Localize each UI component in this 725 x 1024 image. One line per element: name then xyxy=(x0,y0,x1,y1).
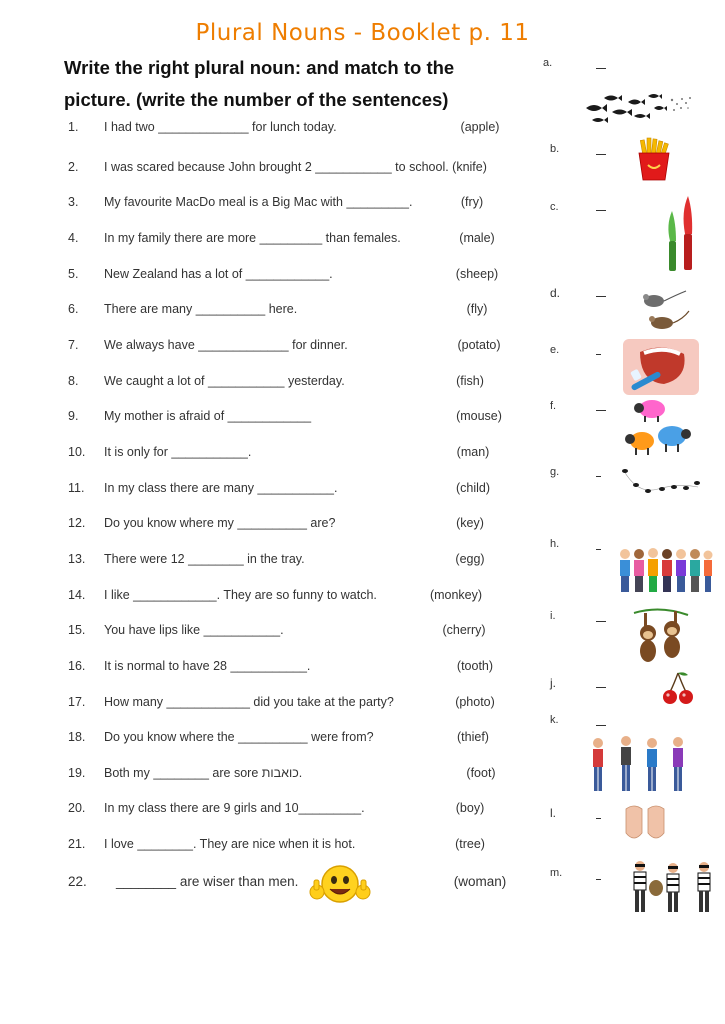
fish-school-icon xyxy=(582,90,697,130)
sentence-number: 8. xyxy=(68,374,79,388)
answer-blank[interactable] xyxy=(596,621,606,622)
sentence-row xyxy=(0,302,540,322)
sentence-row xyxy=(0,195,540,215)
sentence-word: (tree) xyxy=(455,837,485,851)
sentence-row xyxy=(0,120,540,140)
sentence-row xyxy=(0,481,540,501)
answer-blank[interactable] xyxy=(596,725,606,726)
sentence-text: There are many __________ here. xyxy=(104,302,298,316)
sentence-row xyxy=(0,623,540,643)
sentence-word: (cherry) xyxy=(442,623,486,637)
feet-icon xyxy=(622,803,668,843)
sentence-word: (male) xyxy=(459,231,495,245)
children-icon xyxy=(617,546,713,594)
answer-blank[interactable] xyxy=(596,296,606,297)
sentence-row xyxy=(0,766,540,786)
answer-blank[interactable] xyxy=(596,879,601,880)
sentence-number: 12. xyxy=(68,516,86,530)
sentence-word: (monkey) xyxy=(429,588,483,602)
answer-blank[interactable] xyxy=(596,154,606,155)
sentence-word: (woman) xyxy=(453,874,507,889)
sentence-number: 1. xyxy=(68,120,79,134)
sentence-row xyxy=(0,874,540,894)
match-letter: h. xyxy=(550,538,560,550)
sentence-number: 21. xyxy=(68,837,86,851)
match-letter: g. xyxy=(550,466,560,478)
sentence-text: New Zealand has a lot of ____________. xyxy=(104,267,333,281)
sentence-word: (fly) xyxy=(466,302,488,316)
sentence-word: (boy) xyxy=(455,801,485,815)
teeth-icon xyxy=(622,338,700,396)
sentence-word: (egg) xyxy=(455,552,485,566)
sentence-word: (man) xyxy=(456,445,490,459)
sentence-row xyxy=(0,837,540,857)
match-letter: a. xyxy=(543,57,553,69)
answer-blank[interactable] xyxy=(596,687,606,688)
sentence-word: (sheep) xyxy=(455,267,499,281)
match-letter: c. xyxy=(550,201,559,213)
sentence-number: 10. xyxy=(68,445,86,459)
sentence-text: My mother is afraid of ____________ xyxy=(104,409,312,423)
answer-blank[interactable] xyxy=(596,210,606,211)
sentence-text: ________ are wiser than men. xyxy=(116,874,299,889)
sentence-row xyxy=(0,374,540,394)
sentence-number: 18. xyxy=(68,730,86,744)
sentence-number: 20. xyxy=(68,801,86,815)
sentence-row xyxy=(0,409,540,429)
sheep-icon xyxy=(624,396,692,462)
cherries-icon xyxy=(660,670,696,706)
flies-icon xyxy=(618,465,702,501)
sentence-text: In my family there are more _________ than females. xyxy=(104,231,401,245)
instructions-line-2: picture. (write the number of the sentences) xyxy=(64,89,449,110)
sentence-number: 19. xyxy=(68,766,86,780)
sentence-number: 17. xyxy=(68,695,86,709)
match-letter: k. xyxy=(550,714,559,726)
sentence-number: 16. xyxy=(68,659,86,673)
sentence-text: Do you know where the __________ were from? xyxy=(104,730,374,744)
sentence-number: 6. xyxy=(68,302,79,316)
answer-blank[interactable] xyxy=(596,476,601,477)
sentence-number: 15. xyxy=(68,623,86,637)
sentence-row xyxy=(0,445,540,465)
sentence-word: (key) xyxy=(456,516,484,530)
sentence-word: (potato) xyxy=(457,338,501,352)
sentence-text: How many ____________ did you take at the party? xyxy=(104,695,394,709)
sentence-text: Both my ________ are sore כואבות. xyxy=(104,766,303,780)
sentence-text: I had two _____________ for lunch today. xyxy=(104,120,337,134)
sentence-word: (child) xyxy=(455,481,491,495)
sentence-text: We caught a lot of ___________ yesterday. xyxy=(104,374,345,388)
sentence-row xyxy=(0,516,540,536)
monkeys-icon xyxy=(632,607,690,671)
match-letter: j. xyxy=(550,676,556,690)
sentence-text: You have lips like ___________. xyxy=(104,623,284,637)
sentence-number: 9. xyxy=(68,409,79,423)
sentence-number: 13. xyxy=(68,552,86,566)
sentence-row xyxy=(0,267,540,287)
sentence-text: There were 12 ________ in the tray. xyxy=(104,552,305,566)
sentence-number: 3. xyxy=(68,195,79,209)
sentence-text: I was scared because John brought 2 ___________ to school. (knife) xyxy=(104,160,487,174)
answer-blank[interactable] xyxy=(596,549,601,550)
answer-blank[interactable] xyxy=(596,68,606,69)
match-letter: f. xyxy=(550,400,557,412)
match-letter: e. xyxy=(550,344,560,356)
sentence-word: (foot) xyxy=(466,766,496,780)
sentence-row xyxy=(0,552,540,572)
sentence-number: 22. xyxy=(68,874,87,889)
sentence-row xyxy=(0,160,540,180)
sentence-word: (mouse) xyxy=(456,409,502,423)
sentence-text: I love ________. They are nice when it is hot. xyxy=(104,837,356,851)
sentence-number: 14. xyxy=(68,588,86,602)
sentence-word: (fish) xyxy=(456,374,484,388)
answer-blank[interactable] xyxy=(596,818,601,819)
sentence-text: It is normal to have 28 ___________. xyxy=(104,659,311,673)
match-letter: i. xyxy=(550,610,556,622)
women-icon xyxy=(586,735,690,795)
sentence-number: 4. xyxy=(68,231,79,245)
sentence-word: (apple) xyxy=(460,120,500,134)
sentence-word: (fry) xyxy=(460,195,484,209)
sentence-number: 2. xyxy=(68,160,79,174)
thieves-icon xyxy=(628,858,718,916)
knives-icon xyxy=(660,193,700,279)
sentence-row xyxy=(0,231,540,251)
sentence-row xyxy=(0,338,540,358)
sentence-number: 11. xyxy=(68,481,85,495)
smiley-thumbs-up-icon xyxy=(308,860,372,910)
sentence-row xyxy=(0,695,540,715)
answer-blank[interactable] xyxy=(596,410,606,411)
sentence-row xyxy=(0,588,540,608)
sentence-text: My favourite MacDo meal is a Big Mac with _________. xyxy=(104,195,413,209)
sentence-number: 7. xyxy=(68,338,79,352)
answer-blank[interactable] xyxy=(596,354,601,355)
sentence-row xyxy=(0,659,540,679)
sentence-word: (tooth) xyxy=(456,659,494,673)
sentence-word: (photo) xyxy=(455,695,495,709)
sentence-text: Do you know where my __________ are? xyxy=(104,516,336,530)
sentence-text: I like ____________. They are so funny to watch. xyxy=(104,588,377,602)
mice-icon xyxy=(640,283,692,335)
match-letter: m. xyxy=(550,867,563,879)
sentence-row xyxy=(0,730,540,750)
sentence-number: 5. xyxy=(68,267,79,281)
page-title: Plural Nouns - Booklet p. 11 xyxy=(195,20,530,46)
sentence-word: (thief) xyxy=(457,730,489,744)
match-letter: b. xyxy=(550,143,560,155)
sentence-text: We always have _____________ for dinner. xyxy=(104,338,348,352)
fries-icon xyxy=(634,137,674,181)
sentence-text: In my class there are many ___________. xyxy=(104,481,338,495)
sentence-row xyxy=(0,801,540,821)
instructions-line-1: Write the right plural noun: and match to the xyxy=(64,57,455,78)
sentence-text: In my class there are 9 girls and 10_________. xyxy=(104,801,365,815)
match-letter: d. xyxy=(550,286,561,300)
sentence-text: It is only for ___________. xyxy=(104,445,252,459)
match-letter: l. xyxy=(550,806,556,820)
